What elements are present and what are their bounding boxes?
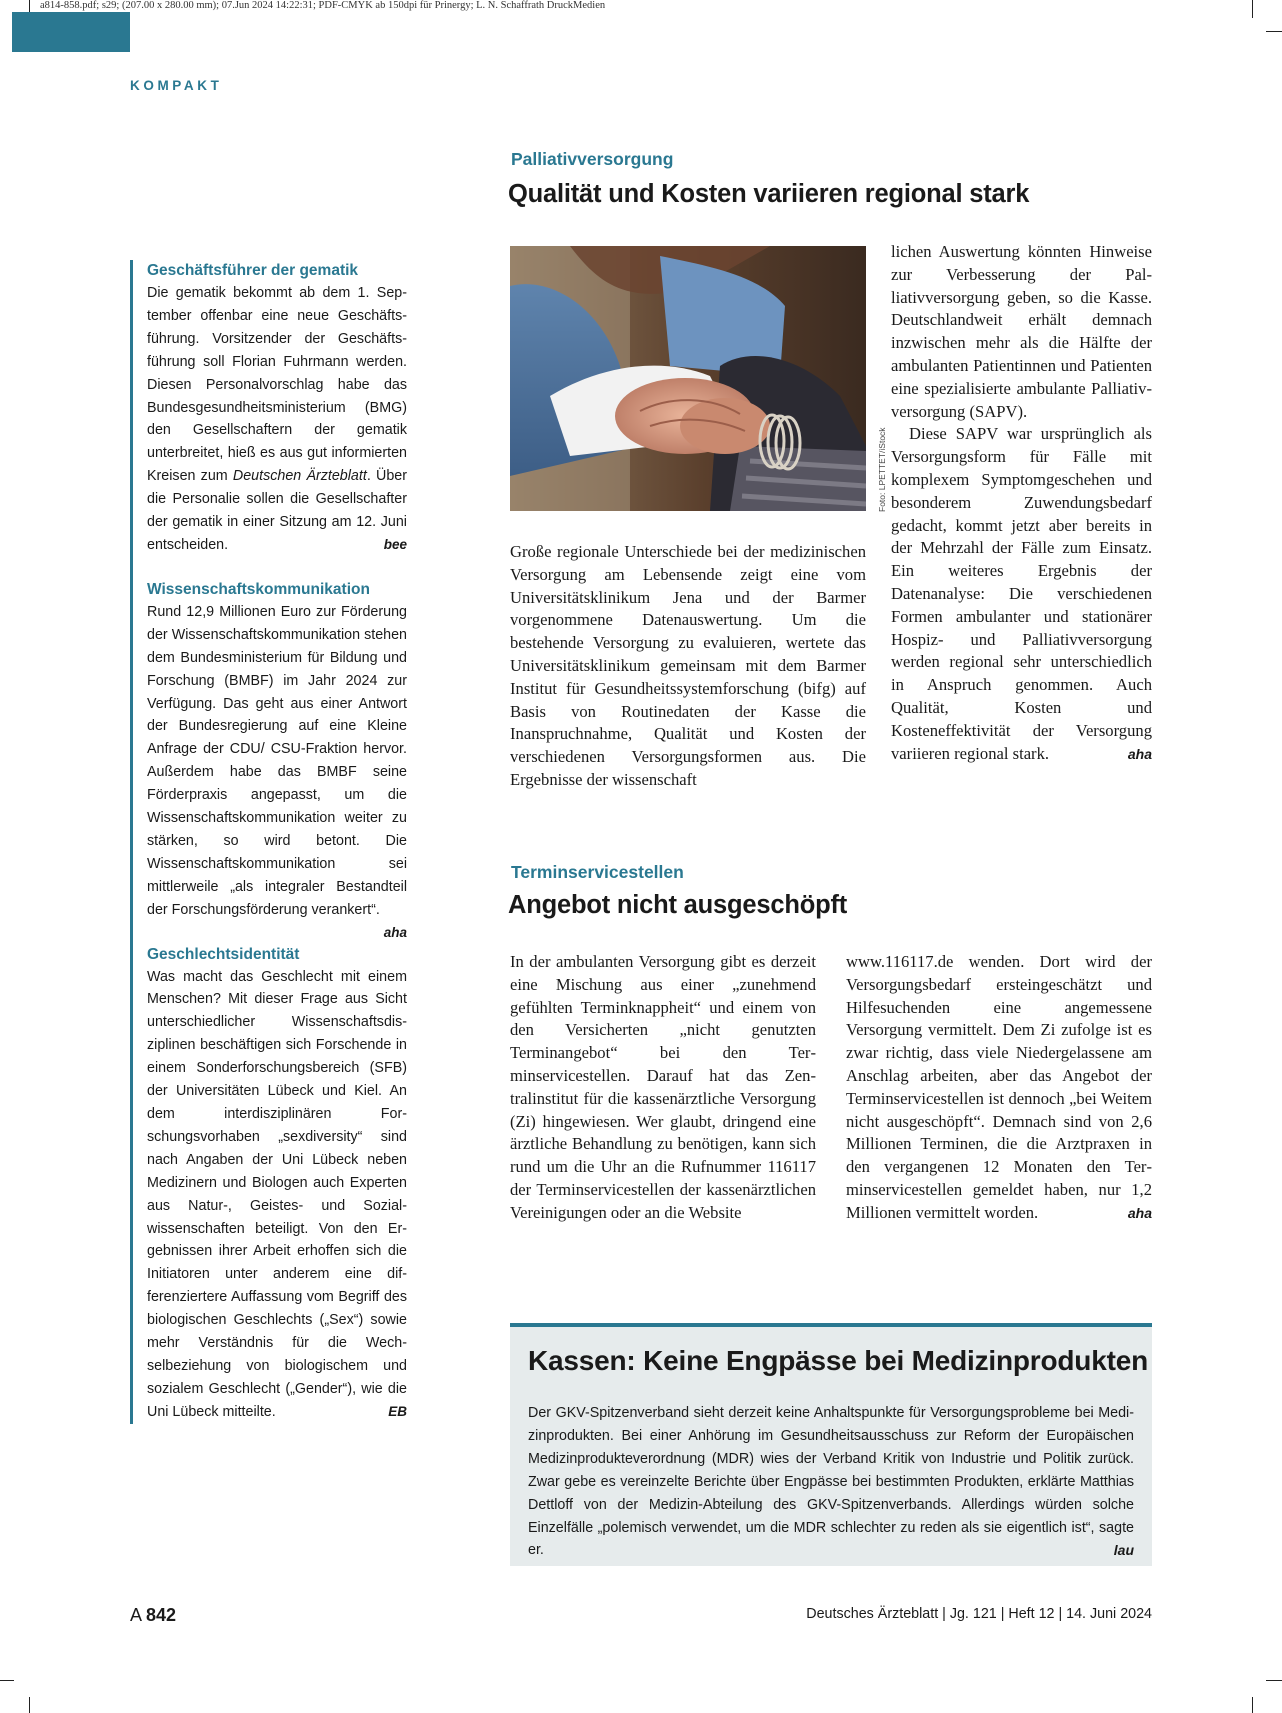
news-sidebar: [130, 260, 407, 1424]
photo-credit: Foto: LPETTET/iStock: [877, 427, 887, 512]
info-box-headline: Kassen: Keine Engpässe bei Medizinprodukten: [528, 1345, 1148, 1376]
author-sig: lau: [1113, 1542, 1134, 1559]
crop-mark-right-bottom: [1266, 1680, 1282, 1681]
crop-mark-bottom-right: [1252, 1697, 1253, 1713]
article-column-right: www.116117.de wenden. Dort wird der Versorgungsbedarf ersteingeschätzt und Hilfesuchenden eine angemessene Versorgung vermittelt. Dem Zi zufolge ist es zwar richtig, dass viele Niedergelassene am Anschlag arbeiten, aber das Angebot der Terminservicestellen ist dennoch „bei Weitem nicht ausgeschöpft“. Demnach sind von 2,6 Millionen Terminen, die die Arztpraxen in den vergangenen 12 Monaten den Terminservicestellen gemeldet haben, nur 1,2 Millionen vermittelt worden. aha: [846, 951, 1152, 1225]
sidebar-heading: Geschäftsführer der gematik: [147, 262, 359, 279]
article-column-left: In der ambulanten Versorgung gibt es derzeit eine Mischung aus einer „zunehmend gefühlten Terminknappheit“ und einem von den Versicherten „nicht genutzten Terminangebot“ bei den Terminservicestellen. Darauf hat das Zentralinstitut für die kassenärztliche Versorgung (Zi) hingewiesen. Wer glaubt, dringend eine ärztliche Behandlung zu benötigen, kann sich rund um die Uhr an die Rufnummer 116117 der Terminservicestellen der kassenärztlichen Vereinigungen oder an die Website: [510, 952, 816, 1222]
article-headline: Angebot nicht ausgeschöpft: [508, 891, 848, 919]
crop-mark-bottom-left: [29, 1697, 30, 1713]
journal-issue: Deutsches Ärzteblatt | Jg. 121 | Heft 12 | 14. Juni 2024: [806, 1606, 1152, 1622]
article-column-left: Große regionale Unterschiede bei der medizinischen Versorgung am Lebensende zeigt eine vom Universitätsklinikum Jena und der Barmer vorgenommene Datenauswertung. Um die bestehende Versorgung zu evaluieren, wertete das Universitätsklinikum gemeinsam mit dem Barmer Institut für Gesundheitssystemforschung (bifg) auf Basis von Routinedaten der Kasse die Inanspruchnahme, Qualität und Kosten der verschiedenen Versorgungsformen aus. Die Ergebnisse der wissenschaft: [510, 542, 866, 789]
article-kicker: Terminservicestellen: [511, 862, 684, 882]
sidebar-text: Rund 12,9 Millionen Euro zur Förderung der Wissenschaftskommunikation stehen dem Bundesministerium für Bildung und Forschung (BMBF) im Jahr 2024 zur Verfügung. Das geht aus einer Antwort der Bundesregierung auf eine Kleine Anfrage der CDU/ CSU-Fraktion hervor. Außerdem habe das BMBF seine Förderpraxis angepasst, um die Wissenschaftskommunikation weiter zu stärken, so wird betont. Die Wissenschaftskommunikation sei mittlerweile „als integraler Bestandteil der Forschungsförderung verankert“. aha: [147, 601, 407, 922]
author-sig: bee: [383, 536, 407, 552]
article-photo: [510, 246, 866, 511]
article-column-right: lichen Auswertung könnten Hinweise zur Verbesserung der Palliativversorgung geben, so die Kasse. Deutschlandweit erhält demnach inzwischen mehr als die Hälfte der ambulanten Patientinnen und Patienten eine spezialisierte ambulante Palliativversorgung (SAPV). Diese SAPV war ursprünglich als Versorgungsform für Fälle mit komplexem Symptomgeschehen und besonderem Zuwendungsbedarf gedacht, kommt jetzt aber bereits in der Mehrzahl der Fälle zum Einsatz. Ein weiteres Ergebnis der Datenanalyse: Die verschiedenen Formen ambulanter und stationärer Hospiz- und Palliativversorgung werden regional sehr unterschiedlich in Anspruch genommen. Auch Qualität, Kosten und Kosteneffektivität der Versorgung variieren regional stark. aha: [891, 241, 1152, 765]
author-sig: aha: [1127, 1204, 1152, 1221]
author-sig: aha: [1127, 745, 1152, 762]
crop-mark-top-right: [1252, 0, 1253, 18]
sidebar-text: Die gematik bekommt ab dem 1. September offenbar eine neue Geschäftsführung. Vorsitzender der Geschäftsführung soll Florian Fuhrmann werden. Diesen Personalvorschlag habe das Bundesgesundheitsministerium (BMG) den Gesellschaftern der gematik unterbreitet, hieß es aus gut informierten Kreisen zum Deutschen Ärzteblatt. Über die Personalie sollen die Gesellschafter der gematik in einer Sitzung am 12. Juni entscheiden. bee: [147, 282, 407, 557]
author-sig: aha: [383, 924, 407, 940]
author-sig: EB: [388, 1403, 407, 1419]
article-headline: Qualität und Kosten variieren regional stark: [508, 180, 1030, 208]
info-box-text: Der GKV-Spitzenverband sieht derzeit keine Anhaltspunkte für Versorgungsprobleme bei Medizinprodukten. Bei einer Anhörung im Gesundheitsausschuss zur Reform der Europäischen Medizinprodukteverordnung (MDR) wies der Verband Kritik von Industrie und Politik zurück. Zwar gebe es vereinzelte Berichte über Engpässe bei bestimmten Produkten, erklärte Matthias Dettloff von der Medizin-Abteilung des GKV-Spitzenverbands. Allerdings würden solche Einzelfälle „polemisch verwendet, um die MDR schlechter zu reden als sie eigentlich ist“, sagte er. lau: [528, 1402, 1134, 1562]
section-label: KOMPAKT: [130, 78, 223, 93]
sidebar-text: Was macht das Geschlecht mit einem Menschen? Mit dieser Frage aus Sicht unterschiedlicher Wissenschaftsdisziplinen beschäftigen sich Forschende in einem Sonderforschungsbereich (SFB) der Universitäten Lübeck und Kiel. An dem interdisziplinären Forschungsvorhaben „sexdiversity“ sind nach Angaben der Uni Lübeck neben Medizinern und Biologen auch Experten aus Natur-, Geistes- und Sozialwissenschaften beteiligt. Von den Ergebnissen ihrer Arbeit erhoffen sich die Initiatoren unter anderem eine differenziertere Auffassung vom Begriff des biologischen Geschlechts („Sex“) sowie mehr Verständnis für die Wechselbeziehung von biologischem und sozialem Geschlecht („Gender“), wie die Uni Lübeck mitteilte. EB: [147, 966, 407, 1424]
caregiver-hands-photo: [510, 246, 866, 511]
article-kicker: Palliativversorgung: [511, 149, 674, 169]
section-color-tab: [12, 12, 130, 52]
print-slug: a814-858.pdf; s29; (207.00 x 280.00 mm); 07.Jun 2024 14:22:31; PDF-CMYK ab 150dpi für Prinergy; L. N. Schaffrath DruckMedien: [40, 0, 606, 11]
crop-mark-left-bottom: [0, 1680, 14, 1681]
crop-mark-right-top: [1266, 31, 1282, 32]
sidebar-heading: Geschlechtsidentität: [147, 945, 300, 963]
sidebar-heading: Wissenschaftskommunikation: [147, 580, 370, 598]
page-number: A 842: [130, 1605, 177, 1625]
